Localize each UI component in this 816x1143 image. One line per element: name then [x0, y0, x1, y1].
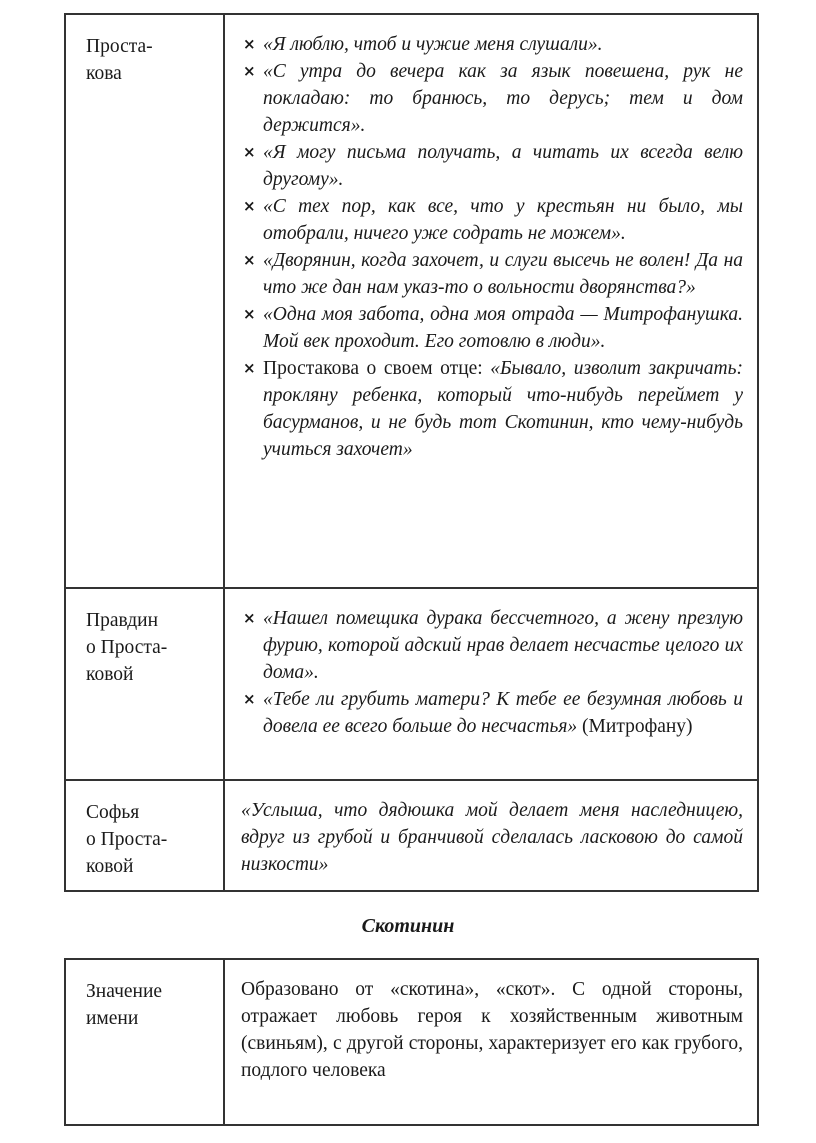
quote-text: «С тех пор, как все, что у крестьян ни было, мы отобрали, ничего уже содрать не можем». [263, 196, 743, 244]
quote-text: «Дворянин, когда захочет, и слуги высечь не волен! Да на что же дан нам указ-то о вольности дворянства?» [263, 250, 743, 298]
bullet-cross-icon: × [243, 251, 256, 269]
table-row [65, 780, 758, 891]
quotes-cell [224, 14, 758, 588]
quote-text: «Бывало, изволит закричать: прокляну ребенка, который что-нибудь переймет у басурманов, и не будь тот Скотинин, кто чему-нибудь учиться захочет» [263, 358, 743, 460]
list-item [241, 355, 743, 463]
label-line: ковой [86, 664, 134, 685]
list-item [241, 247, 743, 301]
label-line: кова [86, 63, 122, 84]
list-item [241, 193, 743, 247]
label-line: Значение [86, 981, 163, 1002]
bullet-cross-icon: × [243, 62, 256, 80]
quote-text: «С утра до вечера как за язык повешена, рук не покладаю: то бранюсь, то дерусь; тем и дом держится». [263, 61, 743, 136]
bullet-cross-icon: × [243, 359, 256, 377]
quote-text: «Тебе ли грубить матери? К тебе ее безумная любовь и довела ее всего больше до несчастья» [263, 689, 743, 737]
skotinin-table [64, 958, 759, 1126]
list-item [241, 31, 743, 58]
table-row [65, 588, 758, 780]
description-cell [224, 959, 758, 1125]
quote-text: «Нашел помещика дурака бессчетного, а жену презлую фурию, которой адский нрав делает несчастье целого их дома». [263, 608, 743, 683]
bullet-cross-icon: × [243, 143, 256, 161]
label-line: о Проста- [86, 829, 168, 850]
bullet-cross-icon: × [243, 35, 256, 53]
quote-text: «Я могу письма получать, а читать их всегда велю другому». [263, 142, 743, 190]
quote-text: «Услыша, что дядюшка мой делает меня наследницею, вдруг из грубой и бранчивой сделалась ласковою до самой низкости» [241, 800, 743, 875]
quote-text: «Я люблю, чтоб и чужие меня слушали». [263, 34, 603, 55]
list-item [241, 686, 743, 740]
row-label-cell [65, 588, 224, 780]
row-label-cell [65, 780, 224, 891]
prostakova-quotes-table [64, 13, 759, 892]
quote-suffix: (Митрофану) [577, 716, 693, 737]
section-title: Скотинин [361, 915, 455, 937]
bullet-cross-icon: × [243, 305, 256, 323]
list-item [241, 139, 743, 193]
label-line: имени [86, 1008, 139, 1029]
name-meaning-text: Образовано от «скотина», «скот». С одной стороны, отражает любовь героя к хозяйственным животным (свиньям), с другой стороны, характеризует его как грубого, подлого человека [241, 979, 743, 1081]
row-label-cell [65, 14, 224, 588]
quotes-cell [224, 588, 758, 780]
bullet-cross-icon: × [243, 690, 256, 708]
list-item [241, 301, 743, 355]
table-row [65, 959, 758, 1125]
quote-prefix: Простакова о своем отце: [263, 358, 491, 379]
label-line: о Проста- [86, 637, 168, 658]
bullet-cross-icon: × [243, 609, 256, 627]
label-line: ковой [86, 856, 134, 877]
quote-list [241, 31, 743, 463]
table-row [65, 14, 758, 588]
list-item [241, 58, 743, 139]
label-line: Софья [86, 802, 140, 823]
row-label-cell [65, 959, 224, 1125]
quote-list [241, 605, 743, 740]
bullet-cross-icon: × [243, 197, 256, 215]
label-line: Правдин [86, 610, 159, 631]
list-item [241, 605, 743, 686]
quote-text: «Одна моя забота, одна моя отрада — Митрофанушка. Мой век проходит. Его готовлю в люди». [263, 304, 743, 352]
label-line: Проста- [86, 36, 153, 57]
quotes-cell [224, 780, 758, 891]
